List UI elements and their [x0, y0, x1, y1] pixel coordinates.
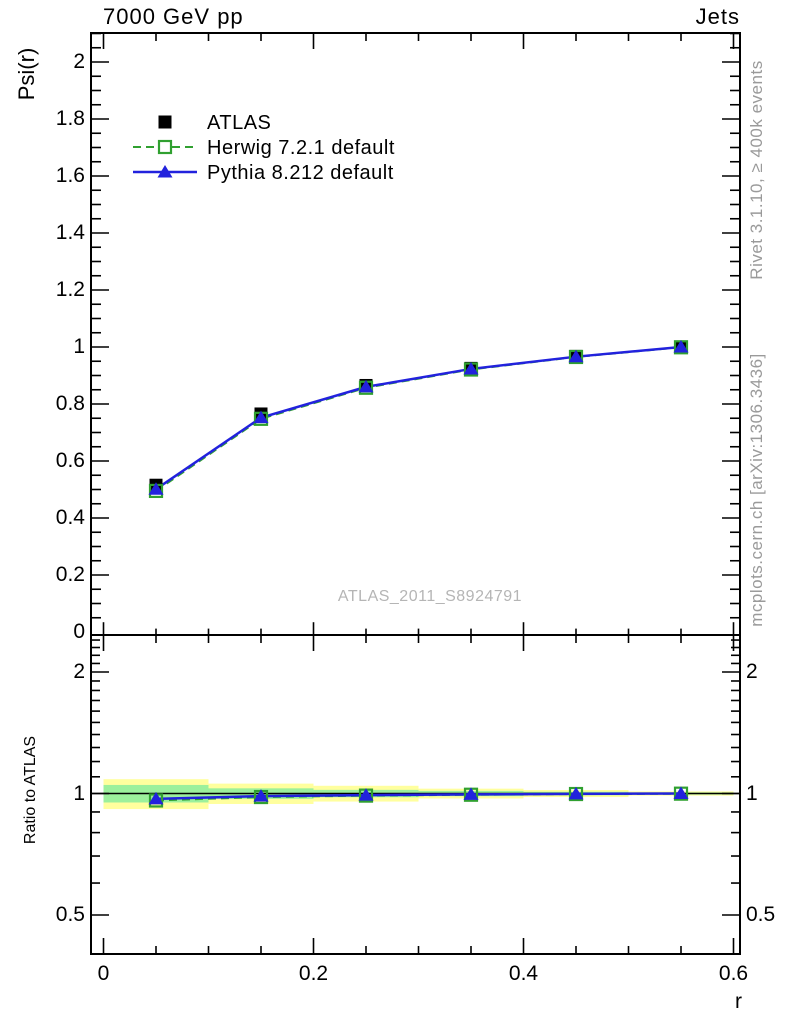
y-axis-label-ratio: Ratio to ATLAS [22, 735, 39, 845]
ratio-y-tick-label-left: 0.5 [55, 903, 85, 926]
main-y-tick-label: 1.4 [55, 221, 85, 244]
ratio-y-tick-label-right: 1 [746, 781, 758, 805]
series-pythia [149, 340, 689, 495]
ratio-y-tick-label-left: 2 [73, 660, 85, 683]
main-y-tick-label: 1.8 [55, 107, 85, 130]
legend-entry-atlas [159, 112, 272, 134]
main-y-tick-label: 0.4 [55, 506, 85, 529]
plot-title-right: Jets [695, 4, 740, 29]
main-y-tick-label: 0.2 [55, 563, 85, 586]
main-frame [91, 33, 740, 635]
legend-label-herwig: Herwig 7.2.1 default [207, 137, 395, 159]
rivet-version-note: Rivet 3.1.10, ≥ 400k events [747, 60, 766, 280]
ratio-y-tick-label-left: 1 [73, 781, 85, 805]
mcplots-arxiv-note: mcplots.cern.ch [arXiv:1306.3436] [747, 353, 766, 627]
x-axis-label: r [735, 990, 742, 1013]
series-atlas [150, 341, 688, 492]
legend-entry-herwig [133, 137, 395, 159]
main-series-lines [156, 347, 681, 491]
legend [133, 112, 395, 184]
legend-label-pythia: Pythia 8.212 default [207, 162, 394, 184]
main-y-tick-label: 0.6 [55, 449, 85, 472]
x-tick-label: 0.2 [298, 962, 329, 985]
ratio-y-tick-label-right: 0.5 [746, 903, 776, 926]
analysis-id-watermark: ATLAS_2011_S8924791 [337, 588, 523, 605]
x-tick-label: 0.4 [508, 962, 539, 985]
main-y-tick-label: 0.8 [55, 392, 85, 415]
main-y-tick-label: 0 [73, 620, 85, 643]
x-tick-label: 0 [97, 962, 110, 985]
legend-label-atlas: ATLAS [207, 112, 272, 134]
plot-title-left: 7000 GeV pp [103, 4, 244, 29]
x-tick-label: 0.6 [718, 962, 749, 985]
main-y-tick-label: 1 [73, 335, 85, 358]
ratio-y-tick-label-right: 2 [746, 660, 758, 683]
main-y-tick-label: 2 [73, 50, 85, 73]
y-axis-label-main: Psi(r) [14, 47, 39, 101]
legend-entry-pythia [133, 162, 394, 184]
main-y-tick-label: 1.6 [55, 164, 85, 187]
main-y-tick-label: 1.2 [55, 278, 85, 301]
series-herwig [150, 341, 687, 497]
